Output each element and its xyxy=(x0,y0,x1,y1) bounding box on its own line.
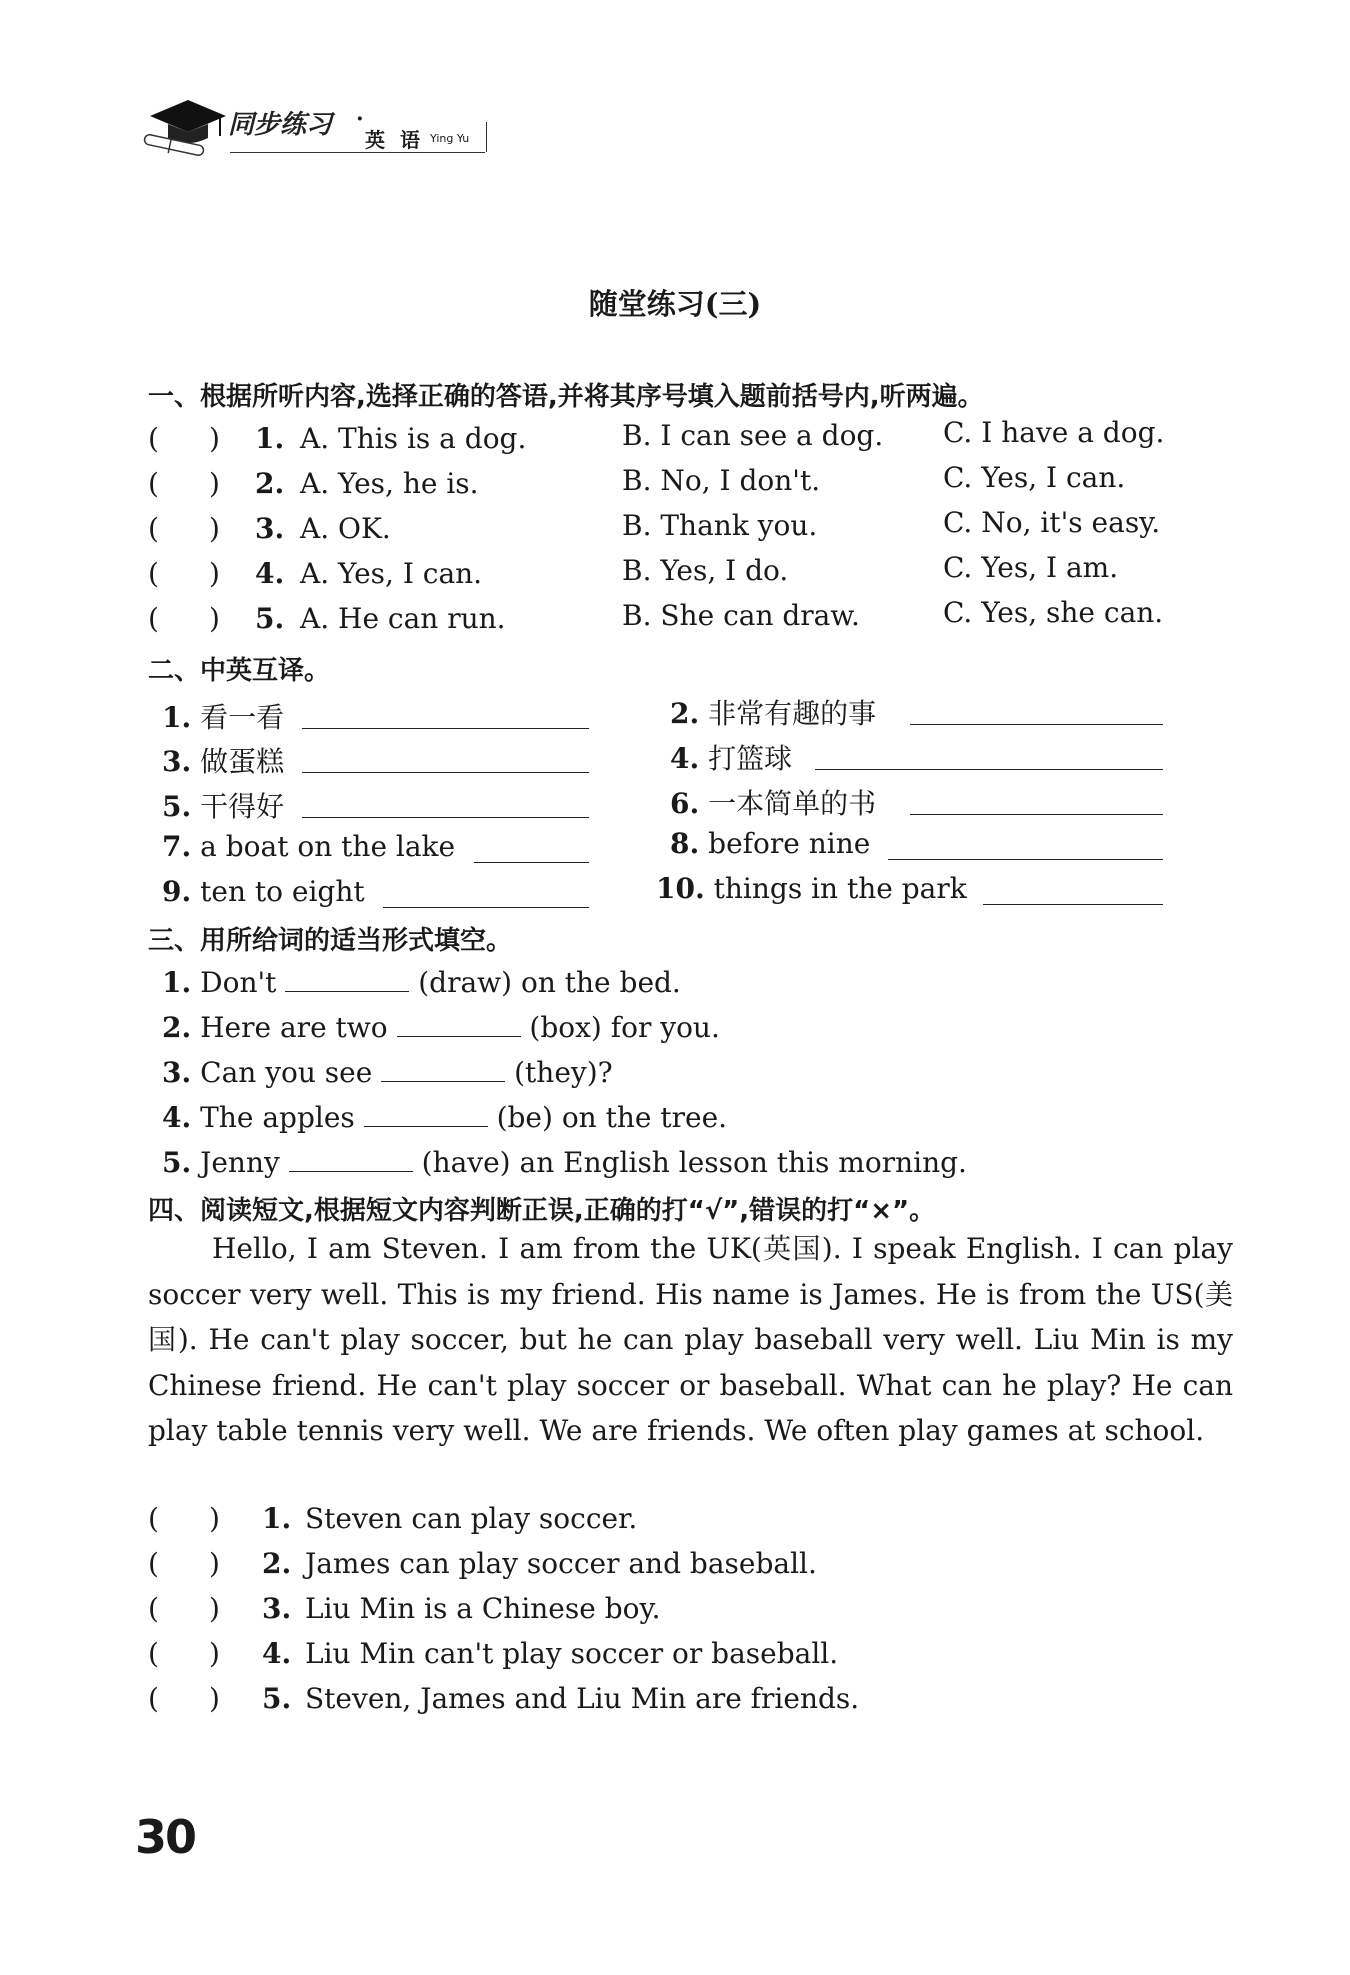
item-number: 5. xyxy=(162,1146,192,1179)
answer-bracket[interactable]: ( ) xyxy=(148,1502,220,1535)
item-text: before nine xyxy=(708,827,871,860)
item-number: 3. xyxy=(162,745,192,778)
fill-item xyxy=(162,1010,720,1044)
item-number: 3. xyxy=(262,1592,292,1625)
header-bracket xyxy=(480,122,487,152)
translation-item xyxy=(670,827,870,860)
option-c: C. Yes, I am. xyxy=(943,551,1119,584)
item-number: 3. xyxy=(162,1056,192,1089)
item-before: Don't xyxy=(200,966,277,999)
translation-item xyxy=(162,875,365,908)
item-number: 5. xyxy=(162,790,192,823)
translation-item xyxy=(162,830,455,863)
option-a: A. This is a dog. xyxy=(300,422,527,455)
item-number: 1. xyxy=(262,1502,292,1535)
fill-item xyxy=(162,1145,967,1179)
item-number: 2. xyxy=(255,467,285,500)
option-c: C. Yes, I can. xyxy=(943,461,1126,494)
item-text: ten to eight xyxy=(200,875,365,908)
translation-item xyxy=(670,782,876,822)
item-after: (be) on the tree. xyxy=(496,1101,728,1134)
fill-item xyxy=(162,1100,727,1134)
translation-item xyxy=(656,872,967,905)
answer-bracket[interactable]: ( ) xyxy=(148,557,220,590)
item-number: 4. xyxy=(262,1637,292,1670)
statement-text: Steven can play soccer. xyxy=(305,1502,638,1535)
item-after: (draw) on the bed. xyxy=(418,966,681,999)
item-text: things in the park xyxy=(713,872,967,905)
item-number: 9. xyxy=(162,875,192,908)
item-number: 1. xyxy=(162,966,192,999)
item-number: 1. xyxy=(255,422,285,455)
header-underline xyxy=(230,152,485,153)
item-number: 4. xyxy=(255,557,285,590)
answer-blank[interactable] xyxy=(815,743,1163,770)
translation-item xyxy=(162,785,284,825)
item-number: 4. xyxy=(162,1101,192,1134)
answer-bracket[interactable]: ( ) xyxy=(148,1547,220,1580)
option-c: C. No, it's easy. xyxy=(943,506,1161,539)
item-before: Here are two xyxy=(200,1011,388,1044)
answer-bracket[interactable]: ( ) xyxy=(148,1682,220,1715)
translation-item xyxy=(670,737,792,777)
subject-pinyin: Ying Yu xyxy=(430,132,470,145)
answer-blank[interactable] xyxy=(383,881,589,908)
fill-item xyxy=(162,1055,613,1089)
item-text: 看一看 xyxy=(200,701,285,734)
item-after: (box) for you. xyxy=(529,1011,720,1044)
answer-blank[interactable] xyxy=(364,1100,488,1127)
item-after: (have) an English lesson this morning. xyxy=(421,1146,967,1179)
item-text: 非常有趣的事 xyxy=(708,697,877,730)
item-text: 打篮球 xyxy=(708,742,793,775)
section2-heading: 二、中英互译。 xyxy=(148,656,331,686)
answer-blank[interactable] xyxy=(381,1055,505,1082)
answer-bracket[interactable]: ( ) xyxy=(148,512,220,545)
subject-label: 英 语 xyxy=(365,128,424,152)
page-title: 随堂练习(三) xyxy=(588,287,762,321)
graduation-cap-icon xyxy=(140,96,230,158)
option-b: B. She can draw. xyxy=(622,599,860,632)
reading-passage xyxy=(148,1226,1233,1454)
item-number: 8. xyxy=(670,827,700,860)
item-number: 1. xyxy=(162,701,192,734)
item-number: 5. xyxy=(255,602,285,635)
answer-bracket[interactable]: ( ) xyxy=(148,422,220,455)
answer-bracket[interactable]: ( ) xyxy=(148,1637,220,1670)
option-a: A. Yes, he is. xyxy=(300,467,479,500)
item-number: 6. xyxy=(670,787,700,820)
answer-bracket[interactable]: ( ) xyxy=(148,602,220,635)
statement-text: Liu Min is a Chinese boy. xyxy=(305,1592,661,1625)
fill-item xyxy=(162,965,681,999)
item-text: 做蛋糕 xyxy=(200,745,285,778)
answer-blank[interactable] xyxy=(910,698,1163,725)
option-b: B. I can see a dog. xyxy=(622,419,884,452)
section4-heading: 四、阅读短文,根据短文内容判断正误,正确的打“√”,错误的打“×”。 xyxy=(148,1196,936,1226)
answer-blank[interactable] xyxy=(474,836,589,863)
answer-blank[interactable] xyxy=(302,746,589,773)
page-number: 30 xyxy=(135,1810,196,1864)
passage-text: Hello, I am Steven. I am from the UK(英国). I speak English. I can play soccer very well. This is my friend. His name is James. He is from the US(美国). He can't play soccer, but he can play baseball very well. Liu Min is my Chinese friend. He can't play soccer or baseball. What can he play? He can play table tennis very well. We are friends. We often play games at school. xyxy=(148,1232,1233,1447)
translation-item xyxy=(162,696,284,736)
item-number: 5. xyxy=(262,1682,292,1715)
option-b: B. Thank you. xyxy=(622,509,818,542)
item-text: 一本简单的书 xyxy=(708,787,877,820)
option-c: C. I have a dog. xyxy=(943,416,1165,449)
book-header xyxy=(140,92,500,162)
item-before: Jenny xyxy=(200,1146,280,1179)
answer-blank[interactable] xyxy=(302,791,589,818)
item-before: The apples xyxy=(200,1101,355,1134)
item-text: 干得好 xyxy=(200,790,285,823)
item-number: 10. xyxy=(656,872,705,905)
item-number: 2. xyxy=(262,1547,292,1580)
item-number: 4. xyxy=(670,742,700,775)
section1-heading: 一、根据所听内容,选择正确的答语,并将其序号填入题前括号内,听两遍。 xyxy=(148,382,984,412)
answer-blank[interactable] xyxy=(302,702,589,729)
item-text: a boat on the lake xyxy=(200,830,456,863)
item-number: 3. xyxy=(255,512,285,545)
answer-bracket[interactable]: ( ) xyxy=(148,467,220,500)
option-c: C. Yes, she can. xyxy=(943,596,1164,629)
translation-item xyxy=(670,692,876,732)
answer-blank[interactable] xyxy=(289,1145,413,1172)
item-number: 2. xyxy=(162,1011,192,1044)
answer-blank[interactable] xyxy=(397,1010,521,1037)
option-b: B. Yes, I do. xyxy=(622,554,789,587)
answer-blank[interactable] xyxy=(285,965,409,992)
option-b: B. No, I don't. xyxy=(622,464,821,497)
answer-bracket[interactable]: ( ) xyxy=(148,1592,220,1625)
answer-blank[interactable] xyxy=(888,833,1163,860)
option-a: A. OK. xyxy=(300,512,391,545)
statement-text: James can play soccer and baseball. xyxy=(305,1547,817,1580)
option-a: A. Yes, I can. xyxy=(300,557,483,590)
statement-text: Liu Min can't play soccer or baseball. xyxy=(305,1637,839,1670)
answer-blank[interactable] xyxy=(910,788,1163,815)
item-number: 7. xyxy=(162,830,192,863)
answer-blank[interactable] xyxy=(983,878,1163,905)
statement-text: Steven, James and Liu Min are friends. xyxy=(305,1682,860,1715)
translation-item xyxy=(162,740,284,780)
item-before: Can you see xyxy=(200,1056,373,1089)
section3-heading: 三、用所给词的适当形式填空。 xyxy=(148,926,513,956)
header-dot: · xyxy=(356,106,364,132)
option-a: A. He can run. xyxy=(300,602,506,635)
item-number: 2. xyxy=(670,697,700,730)
item-after: (they)? xyxy=(514,1056,613,1089)
brand-name: 同步练习 xyxy=(228,110,333,140)
